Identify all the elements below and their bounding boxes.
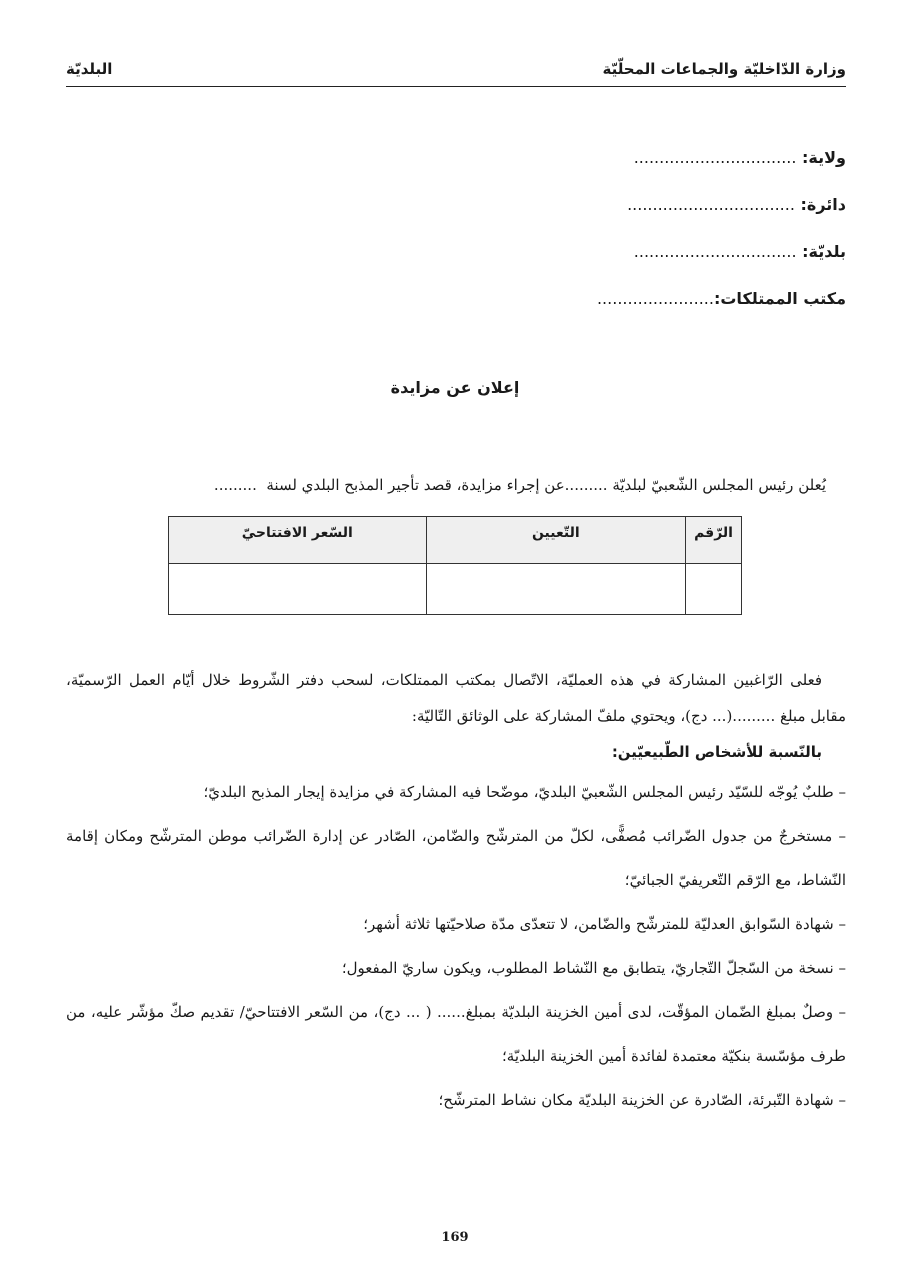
table-cell-number xyxy=(686,564,742,615)
field-blank: ................................ xyxy=(633,242,797,261)
list-item: – وصلٌ بمبلغ الضّمان المؤقّت، لدى أمين الخزينة البلديّة بمبلغ...... ( ... دج)، من السّعر الافتتاحيّ/ تقديم صكّ مؤشّر عليه، من طرف مؤسّسة بنكيّة معتمدة لفائدة أمين الخزينة البلديّة؛ xyxy=(66,1003,846,1065)
municipality-label: البلديّة xyxy=(66,60,113,78)
field-label: دائرة: xyxy=(800,195,846,214)
field-baladiya xyxy=(597,237,846,284)
list-item: – شهادة التّبرئة، الصّادرة عن الخزينة البلديّة مكان نشاط المترشّح؛ xyxy=(438,1091,846,1109)
page-number: 169 xyxy=(441,1230,469,1245)
auction-table xyxy=(168,516,742,615)
field-daira xyxy=(597,190,846,237)
column-header-opening-price: السّعر الافتتاحيّ xyxy=(169,517,427,564)
natural-persons-heading: بالنّسبة للأشخاص الطّبيعيّين: xyxy=(611,743,822,761)
participation-paragraph: فعلى الرّاغبين المشاركة في هذه العمليّة، الاتّصال بمكتب الممتلكات، لسحب دفتر الشّروط خلال أيّام العمل الرّسميّة، مقابل مبلغ .........(... دج)، ويحتوي ملفّ المشاركة على الوثائق التّاليّة: xyxy=(66,671,846,725)
document-body xyxy=(66,662,846,1122)
list-item: – نسخة من السّجلّ التّجاريّ، يتطابق مع النّشاط المطلوب، ويكون ساريّ المفعول؛ xyxy=(341,959,846,977)
table-header-row xyxy=(169,517,742,564)
field-label: بلديّة: xyxy=(802,242,846,261)
field-property-office xyxy=(597,284,846,331)
column-header-number: الرّقم xyxy=(686,517,742,564)
address-fields xyxy=(597,143,846,331)
table-cell-designation xyxy=(426,564,685,615)
table-row xyxy=(169,564,742,615)
list-item: – شهادة السّوابق العدليّة للمترشّح والضّامن، لا تتعدّى مدّة صلاحيّتها ثلاثة أشهر؛ xyxy=(363,915,846,933)
field-blank: ................................. xyxy=(627,195,795,214)
column-header-designation: التّعيين xyxy=(426,517,685,564)
field-label: مكتب الممتلكات: xyxy=(713,289,846,308)
list-item: – طلبٌ يُوجّه للسّيّد رئيس المجلس الشّعبيّ البلديّ، موضّحا فيه المشاركة في مزايدة إيجار المذبح البلديّ؛ xyxy=(203,783,846,801)
field-label: ولاية: xyxy=(802,148,846,167)
page-header xyxy=(66,58,846,87)
intro-line: يُعلن رئيس المجلس الشّعبيّ لبلديّة .........عن إجراء مزايدة، قصد تأجير المذبح البلدي لسنة ‏ ......... xyxy=(213,476,826,494)
field-blank: ....................... xyxy=(596,289,714,308)
field-blank: ................................ xyxy=(633,148,797,167)
document-title: إعلان عن مزايدة xyxy=(390,378,520,397)
table-cell-opening-price xyxy=(169,564,427,615)
list-item: – مستخرجٌ من جدول الضّرائب مُصفًّى، لكلّ من المترشّح والضّامن، الصّادر عن إدارة الضّرائب موطن المترشّح ومكان إقامة النّشاط، مع الرّقم التّعريفيّ الجبائيّ؛ xyxy=(66,827,846,889)
ministry-name: وزارة الدّاخليّة والجماعات المحلّيّة xyxy=(602,60,846,78)
field-wilaya xyxy=(597,143,846,190)
